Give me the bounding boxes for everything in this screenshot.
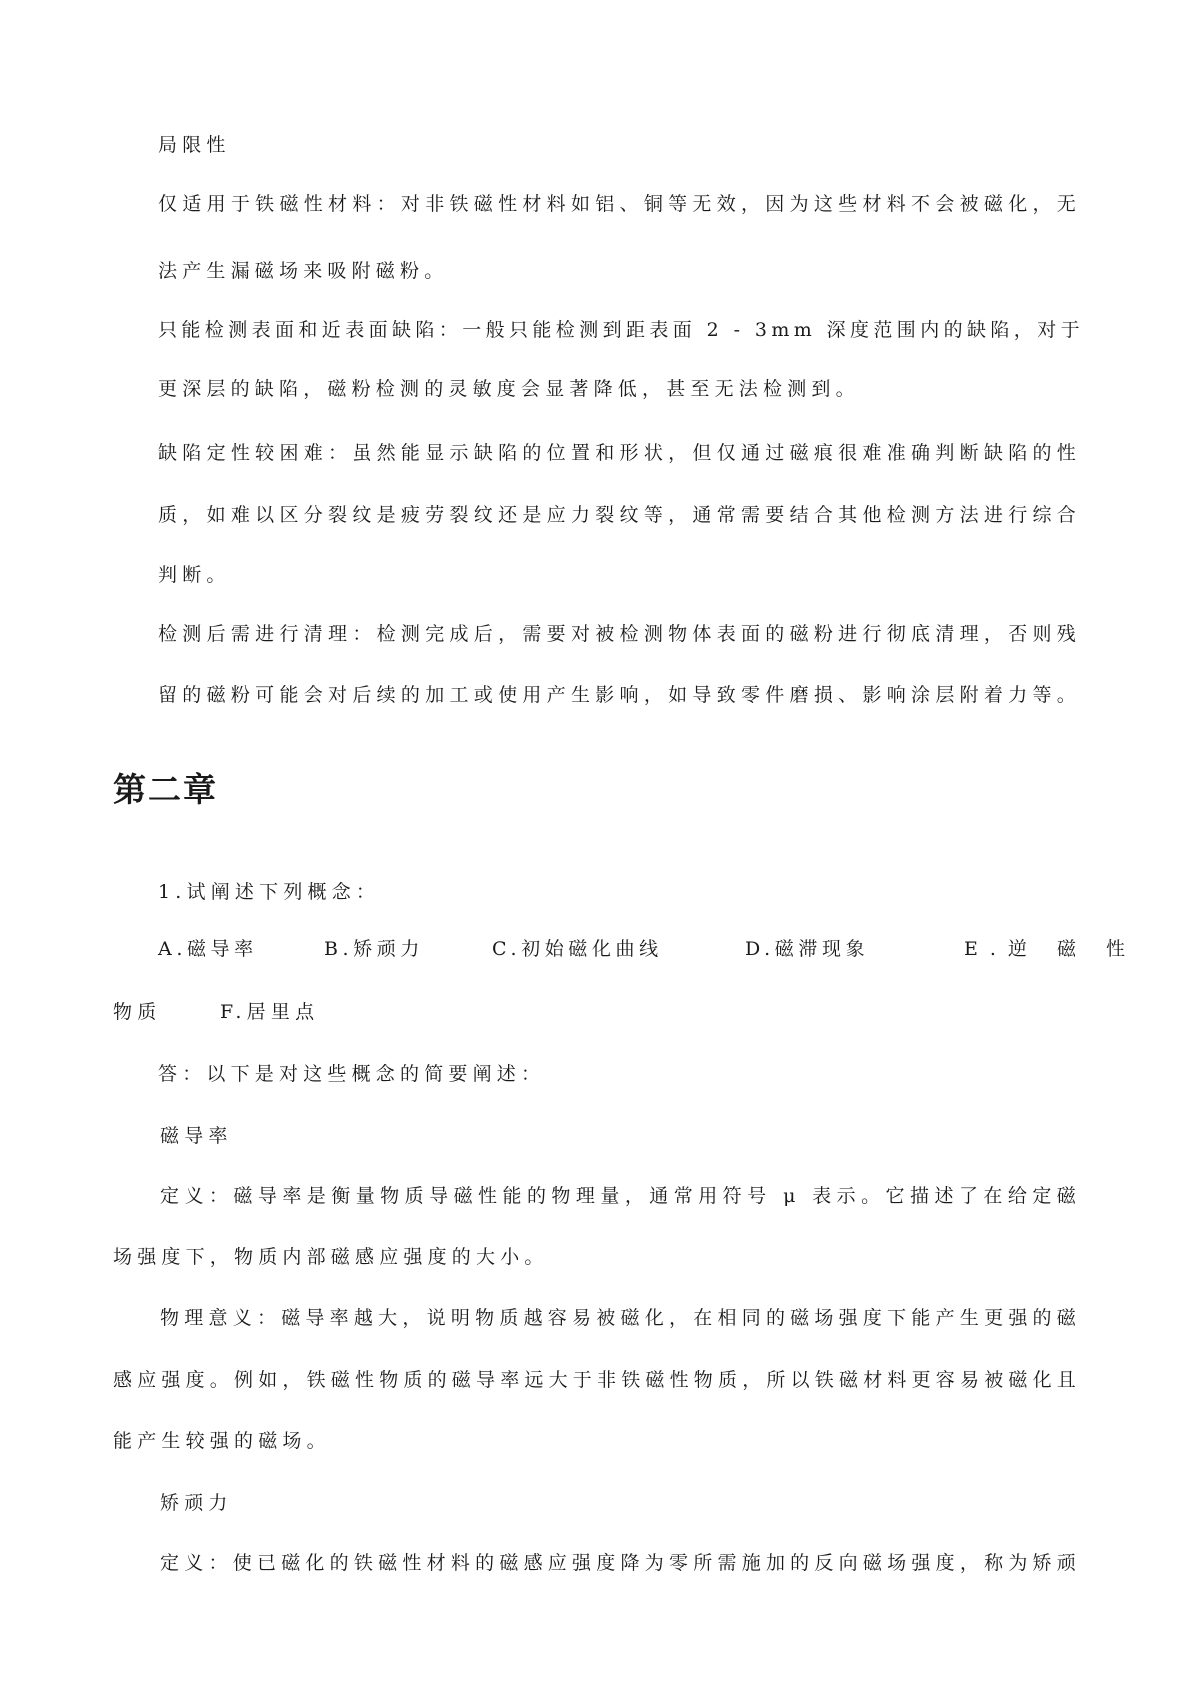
option-f: F.居里点: [220, 1001, 320, 1023]
term-title-coercivity: 矫顽力: [160, 1492, 233, 1514]
option-a: A.磁导率: [158, 938, 258, 960]
paragraph-line: 只能检测表面和近表面缺陷：一般只能检测到距表面 2 - 3mm 深度范围内的缺陷，对于: [158, 319, 1084, 341]
paragraph-line: 感应强度。例如，铁磁性物质的磁导率远大于非铁磁性物质，所以铁磁材料更容易被磁化且: [113, 1369, 1082, 1391]
option-e-continued: 物质: [113, 1001, 162, 1023]
option-d: D.磁滞现象: [745, 938, 870, 960]
paragraph-line: 更深层的缺陷，磁粉检测的灵敏度会显著降低，甚至无法检测到。: [158, 378, 860, 400]
section-title-limitations: 局限性: [158, 134, 231, 156]
option-c: C.初始磁化曲线: [492, 938, 663, 960]
paragraph-line: 定义：磁导率是衡量物质导磁性能的物理量，通常用符号 μ 表示。它描述了在给定磁: [160, 1185, 1081, 1207]
paragraph-line: 法产生漏磁场来吸附磁粉。: [158, 260, 449, 282]
paragraph-line: 能产生较强的磁场。: [113, 1430, 331, 1452]
chapter-heading: 第二章: [113, 770, 218, 809]
answer-intro: 答：以下是对这些概念的简要阐述：: [158, 1063, 546, 1085]
option-b: B.矫顽力: [324, 938, 425, 960]
paragraph-line: 检测后需进行清理：检测完成后，需要对被检测物体表面的磁粉进行彻底清理，否则残: [158, 623, 1081, 645]
paragraph-line: 判断。: [158, 564, 231, 586]
paragraph-line: 物理意义：磁导率越大，说明物质越容易被磁化，在相同的磁场强度下能产生更强的磁: [160, 1307, 1081, 1329]
term-title-permeability: 磁导率: [160, 1125, 233, 1147]
option-e: E.逆 磁 性: [964, 938, 1137, 960]
paragraph-line: 质，如难以区分裂纹是疲劳裂纹还是应力裂纹等，通常需要结合其他检测方法进行综合: [158, 504, 1081, 526]
paragraph-line: 定义：使已磁化的铁磁性材料的磁感应强度降为零所需施加的反向磁场强度，称为矫顽: [160, 1552, 1081, 1574]
paragraph-line: 留的磁粉可能会对后续的加工或使用产生影响，如导致零件磨损、影响涂层附着力等。: [158, 684, 1081, 706]
paragraph-line: 仅适用于铁磁性材料：对非铁磁性材料如铝、铜等无效，因为这些材料不会被磁化，无: [158, 193, 1081, 215]
paragraph-line: 缺陷定性较困难：虽然能显示缺陷的位置和形状，但仅通过磁痕很难准确判断缺陷的性: [158, 442, 1081, 464]
question-text: 1.试阐述下列概念：: [158, 881, 381, 903]
paragraph-line: 场强度下，物质内部磁感应强度的大小。: [113, 1246, 549, 1268]
